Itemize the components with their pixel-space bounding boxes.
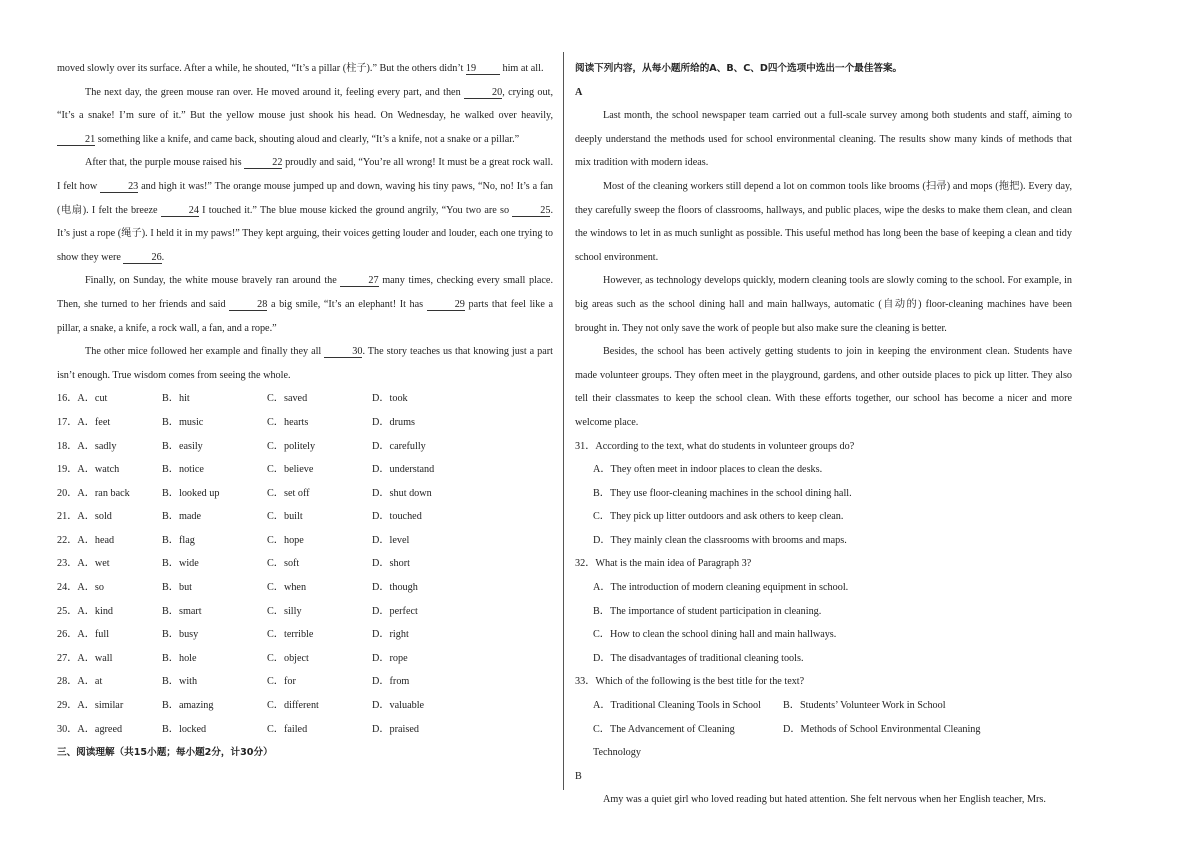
option: 18．A．sadly — [57, 440, 117, 452]
option: C．failed — [267, 723, 308, 735]
option-row — [57, 505, 553, 529]
question-33: 33．Which of the following is the best title for the text? — [575, 676, 805, 688]
option: D．level — [372, 534, 410, 546]
option: D．praised — [372, 723, 419, 735]
option: C．The Advancement of Cleaning Technology — [593, 723, 735, 759]
option: B．They use floor-cleaning machines in the school dining hall. — [593, 487, 852, 499]
passage-a-paragraph-3: However, as technology develops quickly, modern cleaning tools are slowly coming to the school. For example, in big areas such as the school dining hall and main hallways, automatic (自动的) floor-cleaning machines have been brought in. They not only save the work of people but also make sure the cleaning is better. — [575, 275, 1072, 334]
option: C．when — [267, 582, 307, 594]
option: 20．A．ran back — [57, 487, 130, 499]
option-row — [57, 411, 553, 435]
cloze-paragraph-2: The next day, the green mouse ran over. He moved around it, feeling every part, and then 20, crying out, “It’s a snake! I’m sure of it.” But the yellow mouse just shook his head. On Wednesday, he walked over heavily, 21 something like a knife, and came back, shouting aloud and clearly, “It’s a knife, not a snake or a pillar.” — [57, 86, 553, 145]
option: C．set off — [267, 487, 310, 499]
passage-a-paragraph-4: Besides, the school has been actively getting students to join in keeping the environment clean. Students have made volunteer groups. They often meet in the playground, gardens, and other outside places to pick up litter. They also tell their classmates to keep the school clean. With these efforts together, our school has become a nicer and more welcome place. — [575, 346, 1072, 428]
option: D．took — [372, 393, 408, 405]
blank-30: 30 — [324, 346, 362, 358]
option: 21．A．sold — [57, 511, 112, 523]
option: A．Traditional Cleaning Tools in School — [593, 700, 761, 712]
right-column — [575, 57, 1072, 812]
option: 28．A．at — [57, 676, 103, 688]
option: B．made — [162, 511, 202, 523]
option: D．touched — [372, 511, 422, 523]
blank-25: 25 — [512, 205, 550, 217]
option-row — [57, 387, 553, 411]
option-row — [575, 694, 1072, 718]
option: C．How to clean the school dining hall and main hallways. — [593, 629, 837, 641]
option: D．drums — [372, 416, 416, 428]
option-row — [57, 623, 553, 647]
blank-22: 22 — [244, 157, 282, 169]
option: C．built — [267, 511, 303, 523]
blank-29: 29 — [427, 299, 465, 311]
option: D．rope — [372, 652, 408, 664]
passage-label-b: B — [575, 770, 582, 782]
option: 22．A．head — [57, 534, 115, 546]
option: D．They mainly clean the classrooms with brooms and maps. — [593, 534, 847, 546]
blank-27: 27 — [340, 275, 378, 287]
option-row — [57, 647, 553, 671]
option: B．hit — [162, 393, 190, 405]
option: D．valuable — [372, 700, 425, 712]
option-row — [575, 718, 1072, 765]
option-row — [57, 552, 553, 576]
option: D．shut down — [372, 487, 432, 499]
option: B．smart — [162, 605, 202, 617]
option-row — [57, 435, 553, 459]
option: B．but — [162, 582, 193, 594]
option: C．hearts — [267, 416, 309, 428]
question-31: 31．According to the text, what do students in volunteer groups do? — [575, 440, 855, 452]
option: C．politely — [267, 440, 316, 452]
option: C．saved — [267, 393, 308, 405]
option: B．amazing — [162, 700, 214, 712]
option: D．carefully — [372, 440, 426, 452]
option: C．believe — [267, 464, 314, 476]
option: D．understand — [372, 464, 435, 476]
option: 26．A．full — [57, 629, 110, 641]
blank-20: 20 — [464, 87, 502, 99]
option: D．short — [372, 558, 410, 570]
option: C．hope — [267, 534, 304, 546]
option: A．The introduction of modern cleaning equipment in school. — [593, 582, 849, 594]
option: C．terrible — [267, 629, 314, 641]
option-row — [57, 576, 553, 600]
blank-28: 28 — [229, 299, 267, 311]
blank-26: 26 — [123, 252, 161, 264]
option: 17．A．feet — [57, 416, 111, 428]
option: 30．A．agreed — [57, 723, 123, 735]
option: B．hole — [162, 652, 197, 664]
option-row — [57, 718, 553, 742]
option: B．The importance of student participation in cleaning. — [593, 605, 822, 617]
section-heading: 三、阅读理解（共15小题；每小题2分，计30分） — [57, 747, 273, 759]
option: D．though — [372, 582, 418, 594]
option: 19．A．watch — [57, 464, 120, 476]
cloze-paragraph-4: Finally, on Sunday, the white mouse bravely ran around the 27 many times, checking every small place. Then, she turned to her friends and said 28 a big smile, “It’s an elephant! It has 29 parts that feel like a pillar, a snake, a knife, a rock wall, a fan, and a rope.” — [57, 275, 553, 334]
option: B．locked — [162, 723, 207, 735]
option: B．wide — [162, 558, 199, 570]
left-column — [57, 57, 553, 765]
option-row — [57, 670, 553, 694]
cloze-paragraph-1: moved slowly over its surface. After a while, he shouted, “It’s a pillar (柱子).” But the others didn’t 19 him at all. — [57, 63, 544, 74]
question-32: 32．What is the main idea of Paragraph 3? — [575, 558, 752, 570]
option: 24．A．so — [57, 582, 104, 594]
option: C．object — [267, 652, 309, 664]
blank-23: 23 — [100, 181, 138, 193]
option: C．They pick up litter outdoors and ask others to keep clean. — [593, 511, 844, 523]
blank-21: 21 — [57, 134, 95, 146]
cloze-paragraph-5: The other mice followed her example and finally they all 30. The story teaches us that knowing just a part isn’t enough. True wisdom comes from seeing the whole. — [57, 346, 553, 381]
option: 23．A．wet — [57, 558, 110, 570]
option-row — [57, 600, 553, 624]
option: C．for — [267, 676, 296, 688]
option: B．looked up — [162, 487, 220, 499]
option-row — [57, 694, 553, 718]
option: 29．A．similar — [57, 700, 124, 712]
blank-24: 24 — [161, 205, 199, 217]
reading-instruction: 阅读下列内容，从每小题所给的A、B、C、D四个选项中选出一个最佳答案。 — [575, 63, 903, 74]
option: B．easily — [162, 440, 203, 452]
option: B．music — [162, 416, 204, 428]
option: C．soft — [267, 558, 300, 570]
option-row — [57, 458, 553, 482]
passage-a-paragraph-2: Most of the cleaning workers still depend a lot on common tools like brooms (扫帚) and mops (拖把). Every day, they carefully sweep the floors of classrooms, hallways, and public places, wipe the desks to make them clean, and clean the windows to let in as much sunlight as possible. This useful method has long been the base of keeping a clean and tidy school environment. — [575, 180, 1072, 263]
blank-19: 19 — [466, 63, 500, 75]
option: D．from — [372, 676, 410, 688]
option: C．silly — [267, 605, 302, 617]
option: C．different — [267, 700, 319, 712]
option: A．They often meet in indoor places to clean the desks. — [593, 464, 823, 476]
option: B．Students’ Volunteer Work in School — [783, 700, 946, 712]
option: D．perfect — [372, 605, 418, 617]
option: D．The disadvantages of traditional cleaning tools. — [593, 652, 804, 664]
option-row — [57, 482, 553, 506]
option: B．busy — [162, 629, 199, 641]
option-row — [57, 529, 553, 553]
cloze-paragraph-3: After that, the purple mouse raised his 22 proudly and said, “You’re all wrong! It must be a great rock wall. I felt how 23 and high it was!” The orange mouse jumped up and down, waving his tiny paws, “No, no! It’s a fan (电扇). I felt the breeze 24 I touched it.” The blue mouse kicked the ground angrily, “You two are so 25. It’s just a rope (绳子). I held it in my paws!” They kept arguing, their voices getting louder and louder, each one trying to show they were 26. — [57, 157, 553, 263]
column-divider — [563, 52, 564, 790]
option: 27．A．wall — [57, 652, 113, 664]
option: B．flag — [162, 534, 195, 546]
option: B．with — [162, 676, 198, 688]
passage-b-paragraph-1: Amy was a quiet girl who loved reading but hated attention. She felt nervous when her English teacher, Mrs. — [603, 794, 1046, 806]
option: 16．A．cut — [57, 393, 108, 405]
cloze-options — [57, 387, 553, 741]
passage-label-a: A — [575, 86, 583, 98]
passage-a-paragraph-1: Last month, the school newspaper team carried out a full-scale survey among both students and staff, aiming to deeply understand the methods used for school environmental cleaning. The results show many kinds of methods that mix tradition with modern ideas. — [575, 110, 1072, 169]
option: D．right — [372, 629, 409, 641]
option: D．Methods of School Environmental Cleaning — [783, 723, 981, 735]
option: 25．A．kind — [57, 605, 114, 617]
option: B．notice — [162, 464, 204, 476]
